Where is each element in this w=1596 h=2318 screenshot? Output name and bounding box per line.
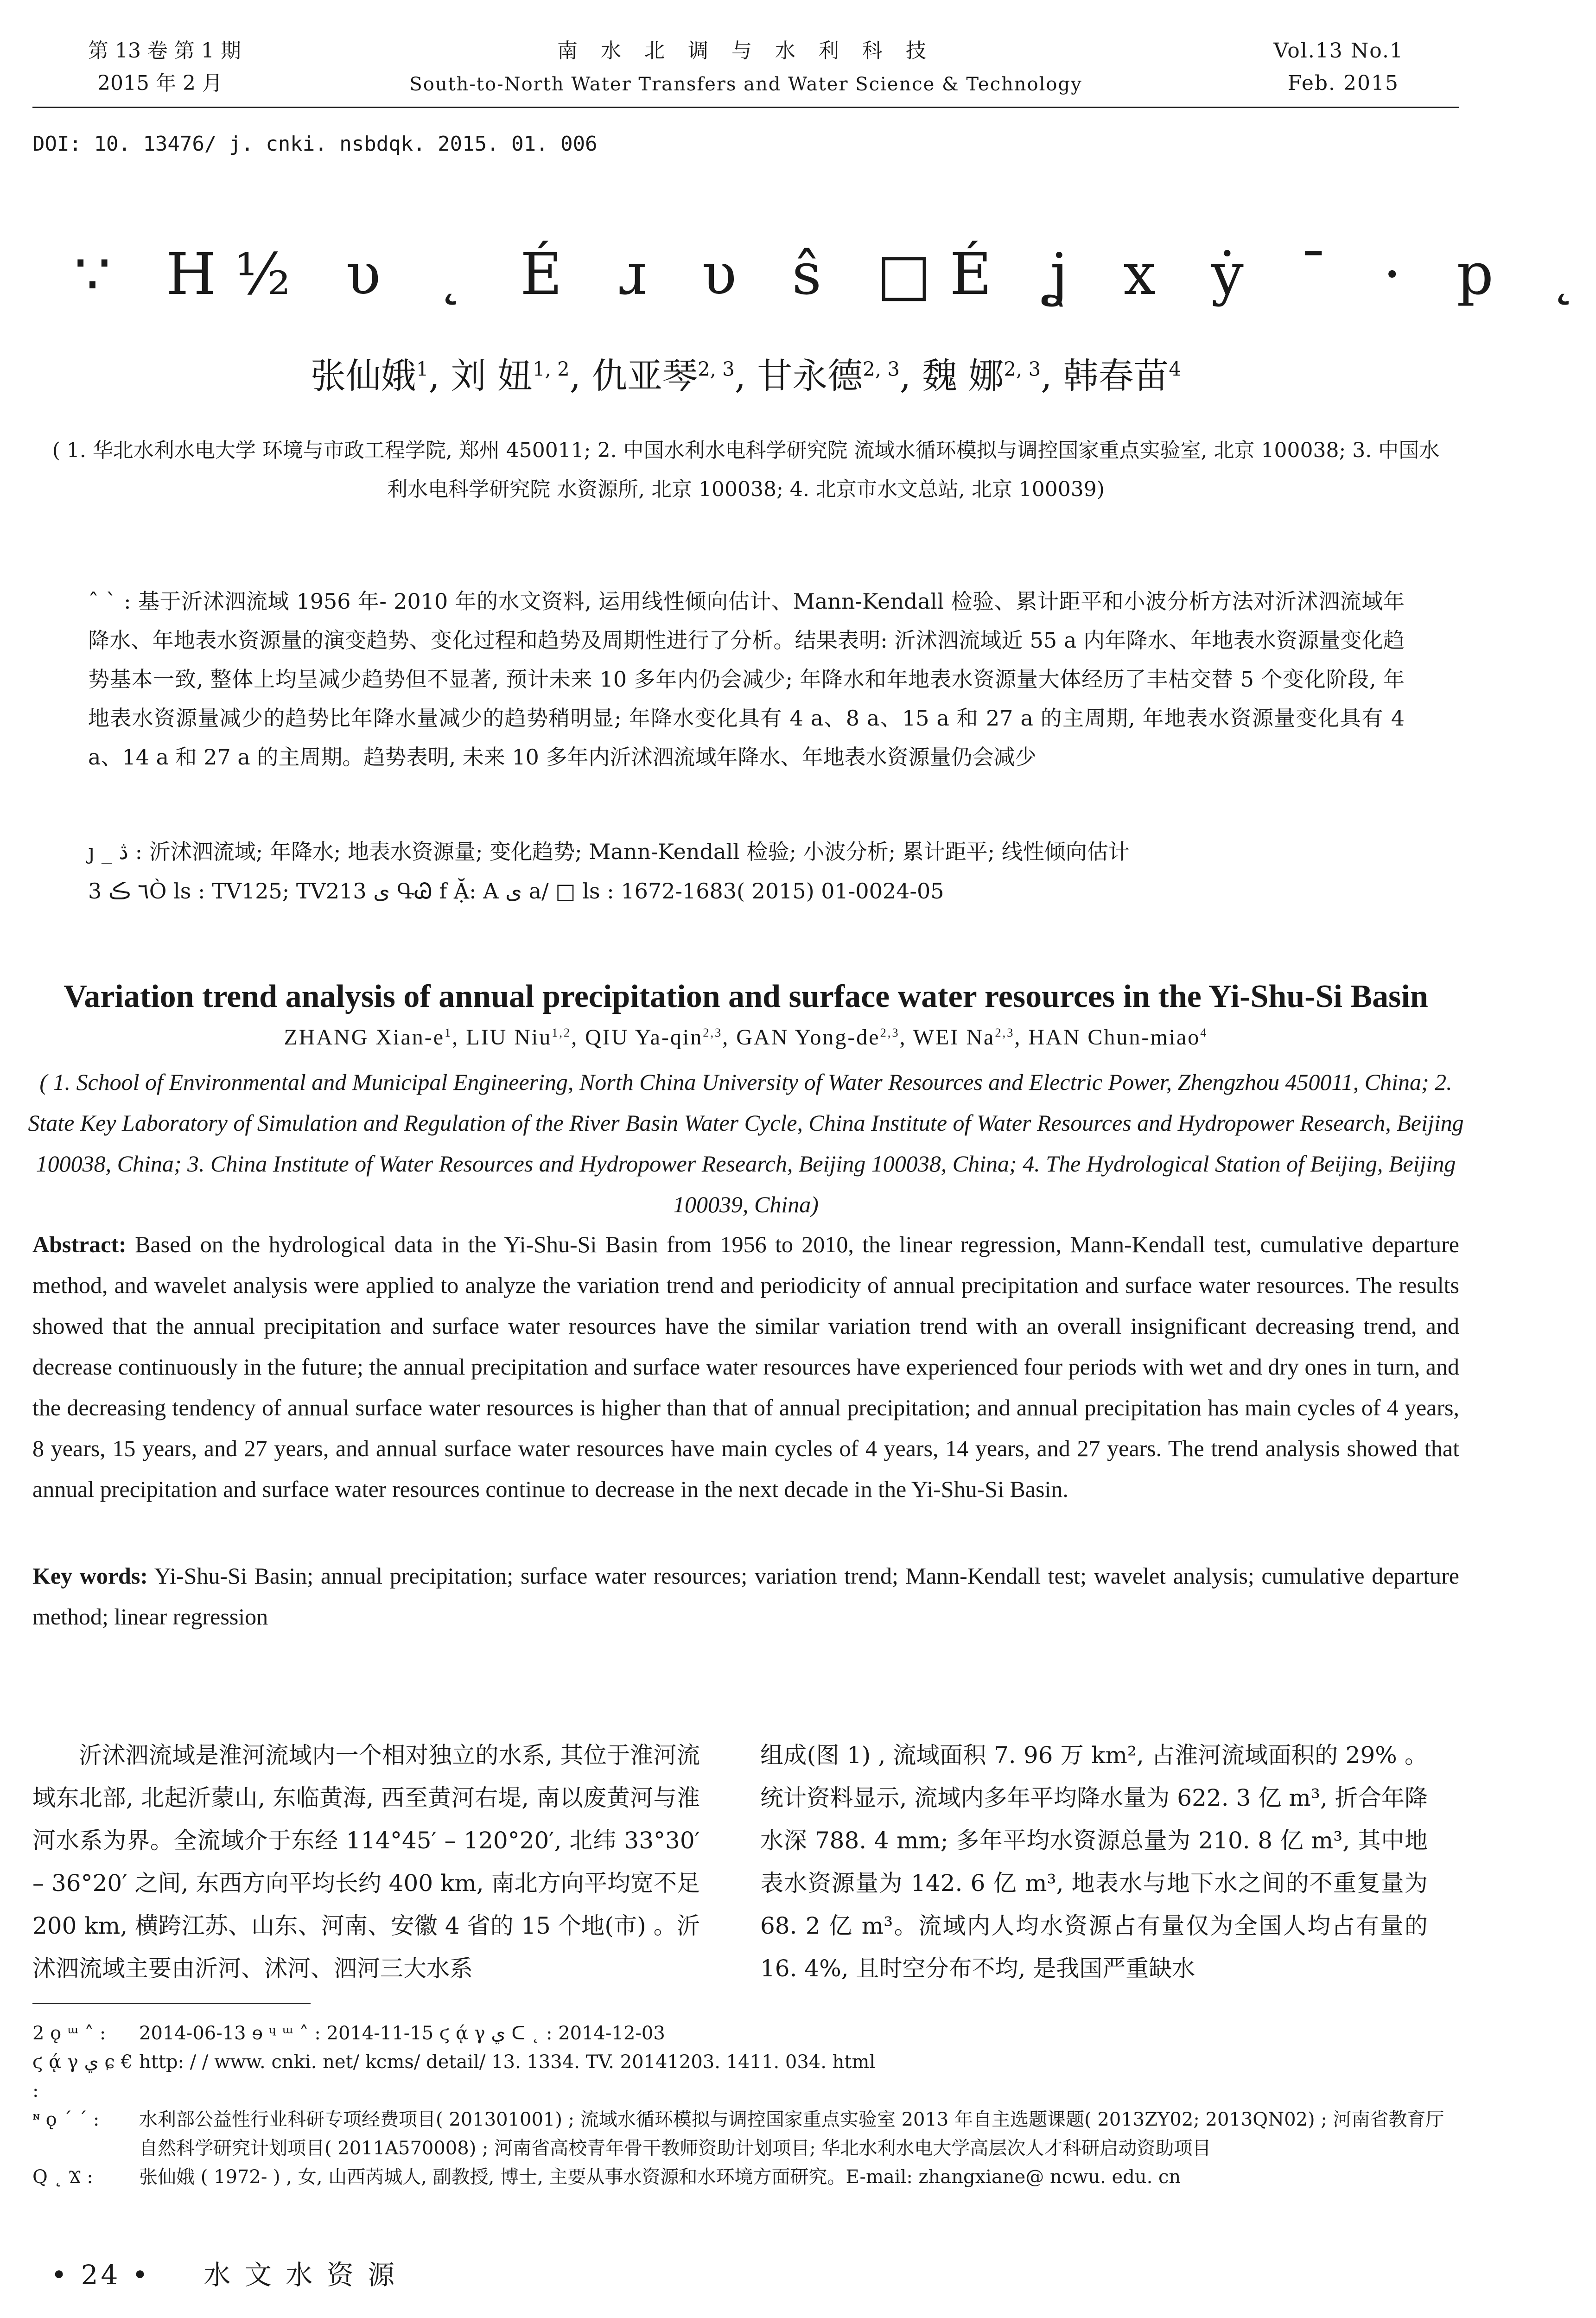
footnote-value: http: / / www. cnki. net/ kcms/ detail/ 13. 1334. TV. 20141203. 1411. 034. html: [139, 2051, 876, 2073]
page-journal-section: 水 文 水 资 源: [203, 2259, 398, 2291]
author-cn-sup: 4: [1169, 357, 1182, 381]
doi: DOI: 10. 13476/ j. cnki. nsbdqk. 2015. 01. 006: [32, 132, 598, 156]
author-cn-sup: 2, 3: [698, 357, 735, 381]
abstract-cn-text: 基于沂沭泗流域 1956 年- 2010 年的水文资料, 运用线性倾向估计、Mann-Kendall 检验、累计距平和小波分析方法对沂沭泗流域年降水、年地表水资源量的演变趋势、变化过程和趋势及周期性进行了分析。结果表明: 沂沭泗流域近 55 a 内年降水、年地表水资源量变化趋势基本一致, 整体上均呈减少趋势但不显著, 预计未来 10 多年内仍会减少; 年降水和年地表水资源量大体经历了丰枯交替 5 个变化阶段, 年地表水资源量减少的趋势比年降水量减少的趋势稍明显; 年降水变化具有 4 a、8 a、15 a 和 27 a 的主周期, 年地表水资源量变化具有 4 a、14 a 和 27 a 的主周期。趋势表明, 未来 10 多年内沂沭泗流域年降水、年地表水资源量仍会减少: [88, 589, 1405, 770]
abstract-cn-label: ˆ ˋ :: [88, 589, 131, 614]
page-number: • 24 •: [51, 2259, 151, 2291]
footnote-value: 水利部公益性行业科研专项经费项目( 201301001) ; 流域水循环模拟与调控国家重点实验室 2013 年自主选题课题( 2013ZY02; 2013QN02) ; 河南省教育厅自然科学研究计划项目( 2011A570008) ; 河南省高校青年骨干教师资助计划项目; 华北水利水电大学高层次人才科研启动资助项目: [139, 2109, 1444, 2159]
affiliations-en: ( 1. School of Environmental and Municipal Engineering, North China University of Water Resources and Electric Power, Zhengzhou 450011, China; 2. State Key Laboratory of Simulation and Regulation of the River Basin Water Cycle, China Institute of Water Resources and Hydropower Research, Beijing 100038, China; 3. China Institute of Water Resources and Hydropower Research, Beijing 100038, China; 4. The Hydrological Station of Beijing, Beijing 100039, China): [28, 1069, 1464, 1217]
author-en: WEI Na: [913, 1025, 995, 1050]
abstract-en-label: Abstract:: [32, 1231, 127, 1257]
header-volume-cn: 第 13 卷 第 1 期: [88, 39, 241, 63]
footnote-key: 2 ǫ ᵚ ˄ :: [32, 2023, 106, 2044]
author-cn: 仇亚琴: [592, 355, 698, 396]
author-en: HAN Chun-miao: [1028, 1025, 1201, 1050]
header-journal-en: South-to-North Water Transfers and Water Science & Technology: [409, 74, 1082, 95]
body-column-right: [760, 1734, 1428, 1990]
footnote-row: [32, 2019, 1460, 2048]
keywords-cn: [88, 832, 1405, 871]
body-paragraph: 沂沭泗流域是淮河流域内一个相对独立的水系, 其位于淮河流域东北部, 北起沂蒙山, 东临黄海, 西至黄河右堤, 南以废黄河与淮河水系为界。全流域介于东经 114°45′ – 120°20′, 北纬 33°30′ – 36°20′ 之间, 东西方向平均长约 400 km, 南北方向平均宽不足 200 km, 横跨江苏、山东、河南、安徽 4 省的 15 个地(市) 。沂沭泗流域主要由沂河、沭河、泗河三大水系: [32, 1742, 700, 1982]
footnotes: [32, 2019, 1460, 2191]
abstract-en-text: Based on the hydrological data in the Yi-Shu-Si Basin from 1956 to 2010, the linear regression, Mann-Kendall test, cumulative departure method, and wavelet analysis were applied to analyze the variation trend and periodicity of annual precipitation and surface water resources. The results showed that the annual precipitation and surface water resources have the similar variation trend with an overall insignificant decreasing trend, and decrease continuously in the future; the annual precipitation and surface water resources have experienced four periods with wet and dry ones in turn, and the decreasing tendency of annual surface water resources is higher than that of annual precipitation; and annual precipitation has main cycles of 4 years, 8 years, 15 years, and 27 years, and annual surface water resources have main cycles of 4 years, 14 years, and 27 years. The trend analysis showed that annual precipitation and surface water resources continue to decrease in the next decade in the Yi-Shu-Si Basin.: [32, 1231, 1459, 1502]
author-en: LIU Niu: [466, 1025, 552, 1050]
author-en-sup: 1,2: [552, 1025, 572, 1039]
footnote-key: ϛ ᾴ γ ي ɕ € :: [32, 2051, 133, 2101]
body-column-left: [32, 1734, 700, 1990]
author-en: GAN Yong-de: [736, 1025, 880, 1050]
author-en-sup: 2,3: [995, 1025, 1015, 1039]
authors-en: ZHANG Xian-$e^1$, LIU Niu$^{1,2}$, QIU Ya-qin$^{2,3}$, GAN Yong-de$^{2,3}$, WEI Na$^{2,3}$, HAN Chun-miao$^4$: [284, 1025, 1208, 1050]
footnote-rule: [32, 2003, 311, 2004]
author-en-sup: 4: [1200, 1025, 1208, 1039]
author-en: QIU Ya-qin: [585, 1025, 703, 1050]
keywords-cn-label: ȷ _ ڎ :: [88, 839, 143, 864]
classification-cn: 3 ٦ ڪÒ ls : TV125; TV213 ى ԳᏊ f Ặ: A ى a/ □ ls : 1672-1683( 2015) 01-0024-05: [88, 879, 944, 904]
author-cn-sup: 1: [416, 357, 429, 381]
footnote-row: [32, 2163, 1460, 2191]
author-cn: 甘永德: [757, 355, 863, 396]
keywords-en-label: Key words:: [32, 1563, 148, 1589]
header-date-en: Feb. 2015: [1287, 71, 1399, 95]
header-volume-en: Vol.13 No.1: [1273, 39, 1404, 63]
footnote-value: 2014-06-13 ɘ ᶣ ᵚ ˄ : 2014-11-15 ϛ ᾴ γ ي ᑕ ˛ : 2014-12-03: [139, 2023, 665, 2044]
body-paragraph: 组成(图 1) , 流域面积 7. 96 万 km², 占淮河流域面积的 29% 。统计资料显示, 流域内多年平均降水量为 622. 3 亿 m³, 折合年降水深 788. 4 mm; 多年平均水资源总量为 210. 8 亿 m³, 其中地表水资源量为 142. 6 亿 m³, 地表水与地下水之间的不重复量为 68. 2 亿 m³。流域内人均水资源占有量仅为全国人均占有量的 16. 4%, 且时空分布不均, 是我国严重缺水: [760, 1742, 1428, 1982]
footnote-key: ᶰ ǫ ˊ ˊ :: [32, 2109, 100, 2130]
header-rule: [32, 107, 1459, 108]
title-cn: ∵ H½ υ ˛ É ɹ υ ŝ □É ʝ x ẏ ¯ · p ˛: [74, 241, 1596, 308]
footnote-value: 张仙娥 ( 1972- ) , 女, 山西芮城人, 副教授, 博士, 主要从事水资源和水环境方面研究。E-mail: zhangxiane@ ncwu. edu. cn: [139, 2166, 1181, 2188]
author-en: ZHANG Xian-e: [284, 1025, 445, 1050]
abstract-cn: [88, 582, 1405, 777]
author-en-sup: 2,3: [880, 1025, 900, 1039]
header-journal-cn: 南 水 北 调 与 水 利 科 技: [557, 39, 935, 63]
header-date-cn: 2015 年 2 月: [97, 71, 223, 95]
authors-cn: 张仙娥$^1$, 刘 妞$^{1, 2}$, 仇亚琴$^{2, 3}$, 甘永德$^{2, 3}$, 魏 娜$^{2, 3}$, 韩春苗$^4$: [310, 355, 1182, 396]
title-en: Variation trend analysis of annual precipitation and surface water resources in the Yi-Shu-Si Basin: [64, 979, 1428, 1014]
author-cn: 刘 妞: [451, 355, 533, 396]
author-cn: 韩春苗: [1063, 355, 1169, 396]
author-cn-sup: 1, 2: [532, 357, 570, 381]
footnote-row: [32, 2105, 1460, 2163]
keywords-cn-text: 沂沭泗流域; 年降水; 地表水资源量; 变化趋势; Mann-Kendall 检验; 小波分析; 累计距平; 线性倾向估计: [149, 839, 1130, 864]
abstract-en: [32, 1224, 1459, 1509]
author-cn: 魏 娜: [922, 355, 1004, 396]
affiliations-cn: ( 1. 华北水利水电大学 环境与市政工程学院, 郑州 450011; 2. 中国水利水电科学研究院 流域水循环模拟与调控国家重点实验室, 北京 100038; 3. 中国水利水电科学研究院 水资源所, 北京 100038; 4. 北京市水文总站, 北京 100039): [52, 439, 1440, 501]
footnote-key: Q ˛ Ϫ :: [32, 2166, 93, 2188]
keywords-en-text: Yi-Shu-Si Basin; annual precipitation; surface water resources; variation trend; Mann-Kendall test; wavelet analysis; cumulative departure method; linear regression: [32, 1563, 1459, 1630]
author-en-sup: 1: [445, 1025, 452, 1039]
author-en-sup: 2,3: [703, 1025, 723, 1039]
footnote-row: [32, 2048, 1460, 2105]
keywords-en: [32, 1555, 1459, 1637]
author-cn-sup: 2, 3: [1004, 357, 1041, 381]
page-footer: [51, 2253, 397, 2292]
author-cn-sup: 2, 3: [863, 357, 900, 381]
author-cn: 张仙娥: [310, 355, 416, 396]
